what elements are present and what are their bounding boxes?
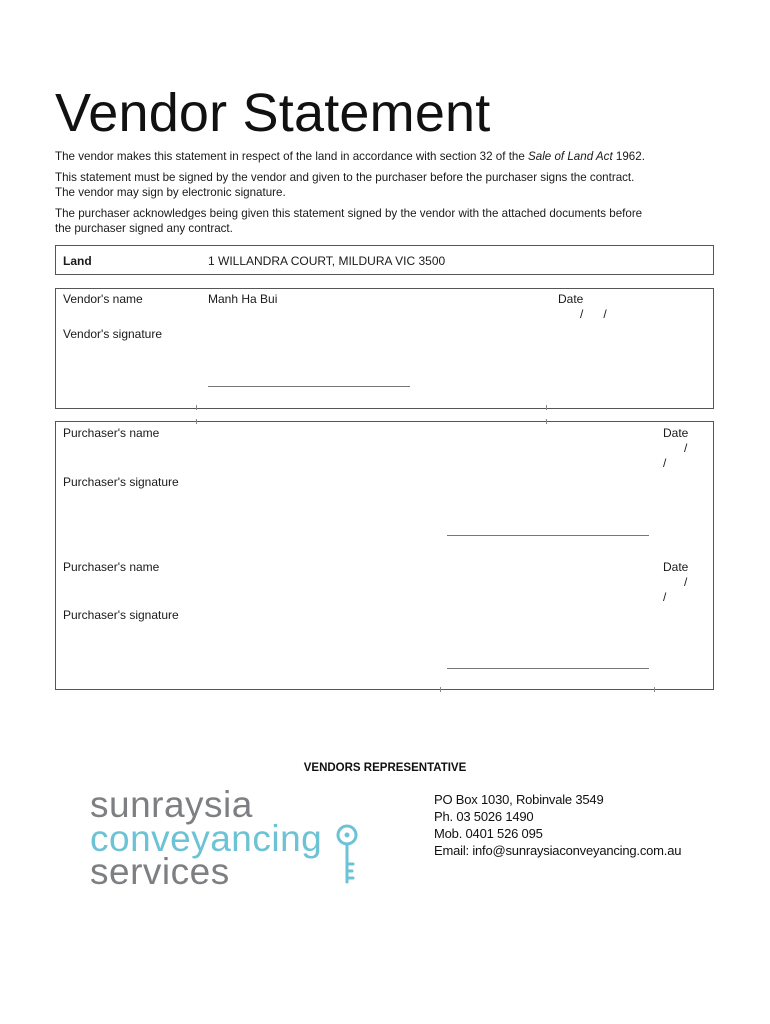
- acknowledgement-text: [55, 206, 642, 236]
- box-tick: [196, 405, 197, 410]
- key-icon: [333, 824, 361, 886]
- vendor-name-label: Vendor's name: [63, 292, 143, 306]
- box-tick: [546, 419, 547, 424]
- purchaser1-signature-line[interactable]: [447, 535, 649, 536]
- purchaser2-date-label: Date: [663, 560, 689, 574]
- vendor-signature-line[interactable]: [208, 386, 410, 387]
- vendor-signature-label: Vendor's signature: [63, 327, 163, 341]
- signing-instructions: [55, 170, 634, 200]
- document-title: Vendor Statement: [55, 83, 491, 143]
- box-tick: [440, 687, 441, 692]
- purchasers-box: [55, 421, 714, 690]
- logo-word-services: services: [90, 851, 230, 892]
- vendor-date-field[interactable]: / /: [580, 307, 607, 321]
- intro-text-pre: The vendor makes this statement in respect of the land in accordance with section 32 of the: [55, 150, 529, 163]
- purchaser2-date-slash-2[interactable]: /: [663, 590, 667, 604]
- signing-instructions-line2: The vendor may sign by electronic signature.: [55, 186, 286, 199]
- purchaser1-name-label: Purchaser's name: [63, 426, 160, 440]
- purchaser2-signature-line[interactable]: [447, 668, 649, 669]
- acknowledgement-line2: the purchaser signed any contract.: [55, 222, 233, 235]
- act-name: Sale of Land Act: [528, 150, 613, 163]
- contact-phone: Ph. 03 5026 1490: [434, 809, 534, 824]
- box-tick: [196, 419, 197, 424]
- purchaser2-signature-label: Purchaser's signature: [63, 608, 179, 622]
- purchaser1-date-slash-2[interactable]: /: [663, 456, 667, 470]
- purchaser2-name-label: Purchaser's name: [63, 560, 160, 574]
- signing-instructions-line1: This statement must be signed by the vendor and given to the purchaser before the purchaser signs the contract.: [55, 171, 635, 184]
- box-tick: [654, 687, 655, 692]
- purchaser2-date-slash-1[interactable]: /: [684, 575, 688, 589]
- box-tick: [546, 405, 547, 410]
- vendors-representative-heading: VENDORS REPRESENTATIVE: [303, 762, 467, 774]
- vendor-name-value: Manh Ha Bui: [208, 292, 278, 306]
- acknowledgement-line1: The purchaser acknowledges being given this statement signed by the vendor with the attached documents before: [55, 207, 643, 220]
- sunraysia-logo: [90, 786, 370, 891]
- purchaser1-date-slash-1[interactable]: /: [684, 441, 688, 455]
- purchaser1-signature-label: Purchaser's signature: [63, 475, 179, 489]
- vendor-date-label: Date: [558, 292, 584, 306]
- logo-word-conveyancing: conveyancing: [90, 818, 323, 859]
- intro-text-post: 1962.: [612, 150, 645, 163]
- land-address: 1 WILLANDRA COURT, MILDURA VIC 3500: [208, 254, 446, 268]
- land-box: [55, 245, 714, 275]
- intro-statement: [55, 149, 645, 164]
- contact-mobile: Mob. 0401 526 095: [434, 826, 543, 841]
- purchaser1-date-label: Date: [663, 426, 689, 440]
- contact-address: PO Box 1030, Robinvale 3549: [434, 792, 604, 807]
- contact-email[interactable]: Email: info@sunraysiaconveyancing.com.au: [434, 843, 682, 858]
- vendor-box: [55, 288, 714, 409]
- logo-word-sunraysia: sunraysia: [90, 784, 253, 825]
- land-label: Land: [63, 254, 92, 268]
